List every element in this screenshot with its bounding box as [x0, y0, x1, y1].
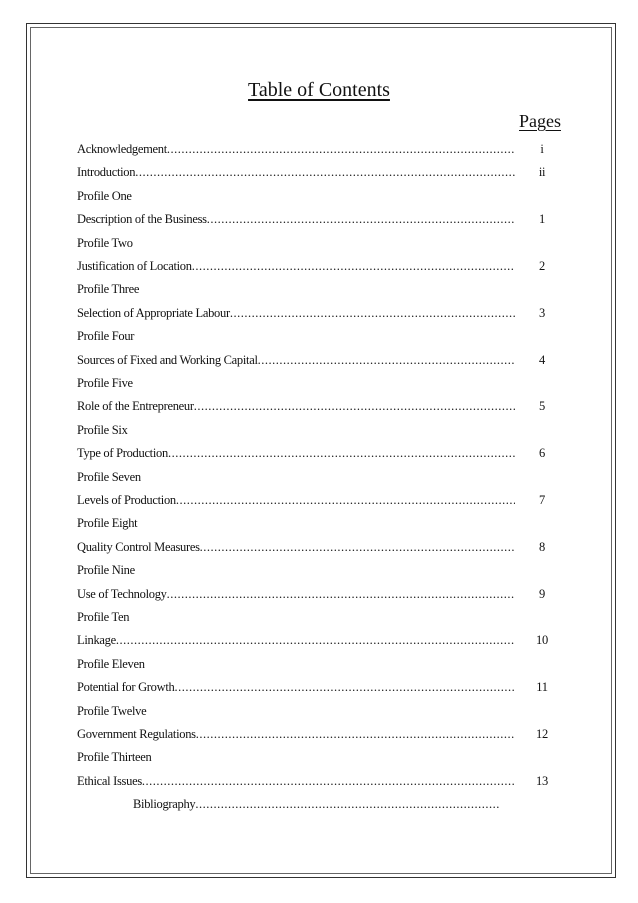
toc-entry-label: Levels of Production [77, 493, 176, 507]
toc-entry [77, 374, 561, 392]
toc-entry-label: Profile Twelve [77, 703, 147, 718]
toc-entry-page: 5 [539, 399, 545, 414]
toc-entry-label: Acknowledgement [77, 142, 167, 156]
dot-leader [142, 772, 515, 790]
toc-entry-page: 1 [539, 212, 545, 227]
toc-entry-page: i [540, 142, 544, 156]
toc-entry [77, 538, 561, 556]
toc-entry-page: 2 [539, 259, 545, 273]
toc-entry-label: Profile Four [77, 329, 135, 344]
toc-entry [77, 655, 561, 673]
toc-entry-label: Government Regulations [77, 727, 196, 741]
toc-entry-label: Type of Production [77, 446, 168, 461]
toc-entry [77, 234, 561, 252]
dot-leader [230, 304, 515, 322]
toc-entry-page: 13 [536, 773, 548, 788]
toc-entry-label: Profile Five [77, 376, 133, 390]
toc-entry-label: Linkage [77, 633, 116, 648]
toc-entry [77, 187, 561, 205]
toc-entry-label: Profile Thirteen [77, 750, 152, 765]
dot-leader [135, 163, 515, 181]
toc-entry-label: Use of Technology [77, 586, 167, 601]
toc-entry [77, 748, 561, 766]
toc-entry-page: 9 [539, 586, 545, 601]
toc-entry-label: Bibliography [133, 797, 196, 811]
toc-entry [77, 772, 561, 790]
toc-entry-page: 7 [539, 493, 545, 507]
toc-entry-page: 6 [539, 446, 545, 461]
toc-entry-label: Introduction [77, 165, 136, 180]
toc-entry-label: Potential for Growth [77, 680, 175, 695]
toc-entry-page: 10 [536, 633, 548, 648]
dot-leader [194, 397, 515, 415]
dot-leader [116, 631, 515, 649]
dot-leader [258, 351, 515, 369]
dot-leader [196, 725, 515, 743]
toc-entry-page: 8 [539, 539, 545, 554]
toc-entry-label: Ethical Issues [77, 773, 142, 788]
toc-entry [77, 585, 561, 603]
toc-entry-label: Profile Two [77, 235, 133, 250]
dot-leader [176, 491, 515, 509]
dot-leader [192, 257, 515, 275]
toc-entry [77, 678, 561, 696]
toc-entry [77, 257, 561, 275]
dot-leader [167, 585, 515, 603]
toc-entry-label: Profile One [77, 188, 132, 203]
toc-entry [77, 327, 561, 345]
toc-entry-label: Profile Three [77, 282, 140, 297]
toc-entry-label: Sources of Fixed and Working Capital [77, 352, 258, 367]
toc-entry [77, 163, 561, 181]
page-title-text: Table of Contents [248, 79, 390, 101]
toc-entry-label: Profile Ten [77, 610, 130, 624]
toc-entry-label: Profile Seven [77, 469, 141, 484]
pages-column-heading: Pages [519, 111, 561, 131]
toc-entry-label: Profile Six [77, 422, 128, 437]
toc-entry-page: 11 [536, 680, 548, 695]
toc-entry [77, 280, 561, 298]
dot-leader [174, 678, 515, 696]
toc-entry [77, 140, 561, 158]
toc-entry-label: Justification of Location [77, 259, 192, 273]
toc-entry-label: Profile Eight [77, 516, 138, 531]
dot-leader [195, 795, 500, 813]
dot-leader [200, 538, 515, 556]
toc-entry [77, 304, 561, 322]
toc-entry-label: Role of the Entrepreneur [77, 399, 194, 414]
toc-entry-page: ii [538, 165, 546, 180]
page-title [0, 78, 638, 102]
toc-entry [77, 421, 561, 439]
toc-entry [77, 351, 561, 369]
toc-entry [77, 397, 561, 415]
toc-entry [77, 468, 561, 486]
toc-entry-label: Profile Eleven [77, 656, 145, 671]
toc-entry [77, 514, 561, 532]
toc-entry [77, 210, 561, 228]
toc-entry [77, 631, 561, 649]
dot-leader [167, 140, 515, 158]
toc-entry-label: Description of the Business [77, 212, 207, 227]
toc-entry [77, 608, 561, 626]
toc-entry-label: Profile Nine [77, 563, 135, 578]
toc-entry-page: 3 [539, 305, 545, 320]
dot-leader [168, 444, 515, 462]
toc-entry [77, 702, 561, 720]
toc-entry-label: Quality Control Measures [77, 539, 200, 554]
toc-entry [77, 561, 561, 579]
toc-entry [77, 725, 561, 743]
dot-leader [207, 210, 515, 228]
toc-entry-page: 12 [536, 727, 548, 741]
toc-entry-bibliography [133, 795, 508, 813]
toc-entry [77, 491, 561, 509]
toc-entry [77, 444, 561, 462]
toc-entry-label: Selection of Appropriate Labour [77, 305, 230, 320]
toc-entry-page: 4 [539, 352, 545, 367]
